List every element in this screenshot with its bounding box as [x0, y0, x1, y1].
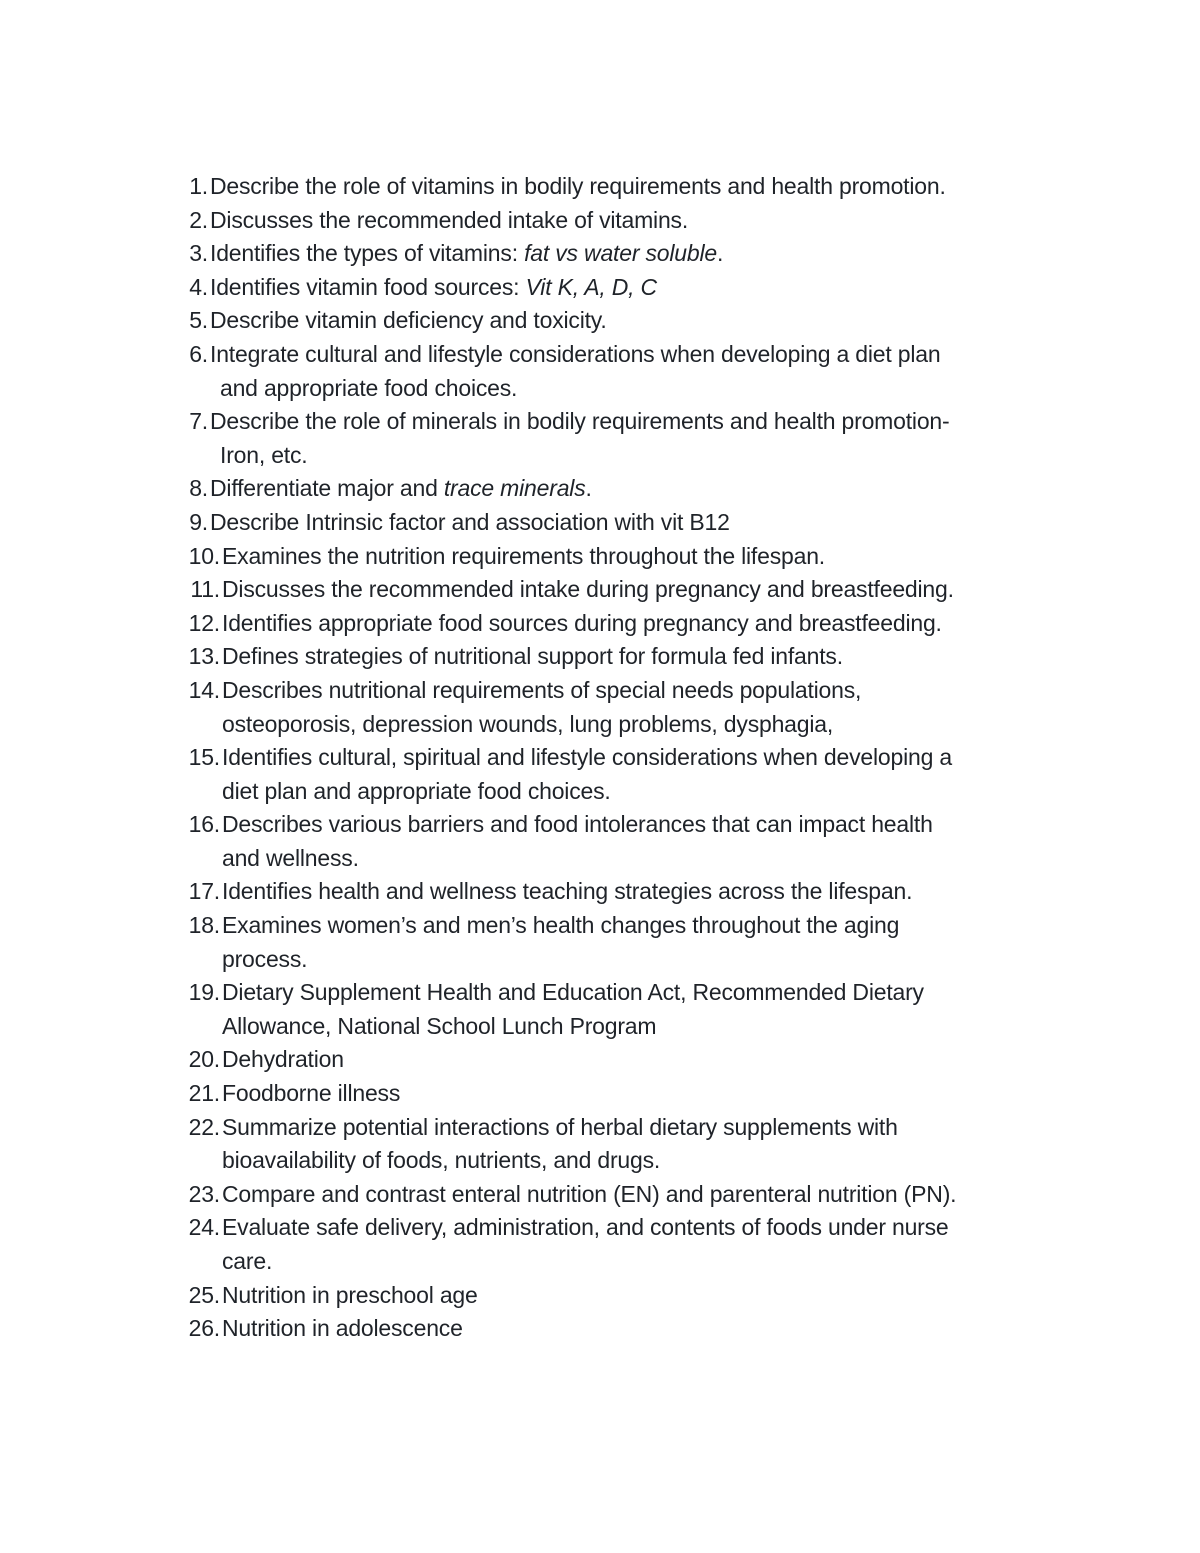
list-item [0, 674, 1200, 741]
item-number: 1. [189, 173, 208, 199]
item-text [222, 1043, 1062, 1077]
list-item [0, 338, 1200, 405]
list-item [0, 1211, 1200, 1278]
item-number: 26. [188, 1315, 220, 1342]
list-item [0, 1111, 1200, 1178]
list-item [0, 271, 1200, 305]
item-number: 6. [189, 340, 208, 367]
list-item [0, 1178, 1200, 1212]
item-number: 10. [188, 542, 220, 569]
list-item [0, 976, 1200, 1043]
item-text-line: Describes nutritional requirements of special needs populations, [222, 676, 862, 703]
list-item [0, 204, 1200, 238]
item-number: 21. [188, 1080, 220, 1107]
item-text [210, 304, 1050, 338]
item-text-italic: fat vs water soluble [524, 240, 717, 267]
item-text [222, 741, 1062, 808]
item-text-line: Summarize potential interactions of herbal dietary supplements with [222, 1113, 898, 1140]
objectives-list [0, 170, 1200, 1346]
item-text-line: Integrate cultural and lifestyle considerations when developing a diet plan [210, 340, 941, 367]
item-number: 19. [188, 979, 220, 1006]
item-text-line: Describe the role of vitamins in bodily requirements and health promotion. [210, 173, 946, 199]
item-text [210, 271, 1050, 305]
item-text-line: Differentiate major and [210, 475, 444, 502]
item-number: 23. [188, 1180, 220, 1207]
item-text-line: Dehydration [222, 1046, 344, 1073]
item-text-line: Identifies the types of vitamins: [210, 240, 525, 267]
list-item [0, 1312, 1200, 1346]
item-text-line: Discusses the recommended intake of vitamins. [210, 206, 689, 233]
item-text-tail: . [716, 240, 724, 267]
list-item [0, 741, 1200, 808]
item-number: 22. [188, 1113, 220, 1140]
item-text [210, 338, 1050, 405]
list-item [0, 607, 1200, 641]
list-item [0, 1279, 1200, 1313]
item-number: 17. [188, 878, 220, 905]
list-item [0, 875, 1200, 909]
item-text-continuation: osteoporosis, depression wounds, lung problems, dysphagia, [222, 710, 834, 737]
list-item [0, 1043, 1200, 1077]
list-item [0, 170, 1200, 204]
item-text [222, 1312, 1062, 1346]
item-text-line: Identifies vitamin food sources: [210, 273, 526, 300]
item-text-line: Nutrition in adolescence [222, 1315, 463, 1342]
item-number: 13. [188, 643, 220, 670]
item-number: 18. [188, 912, 220, 939]
item-text [222, 607, 1062, 641]
item-text [222, 1077, 1062, 1111]
list-item [0, 573, 1200, 607]
item-text [210, 170, 1050, 204]
item-number: 5. [189, 307, 208, 334]
item-text-line: Dietary Supplement Health and Education Act, Recommended Dietary [222, 979, 924, 1006]
item-text-line: Describes various barriers and food intolerances that can impact health [222, 811, 933, 838]
item-text-line: Identifies appropriate food sources during pregnancy and breastfeeding. [222, 609, 942, 636]
item-number: 3. [189, 240, 208, 267]
list-item [0, 808, 1200, 875]
item-text [222, 808, 1062, 875]
item-text-continuation: and appropriate food choices. [220, 374, 518, 401]
item-text [210, 204, 1050, 238]
item-number: 14. [188, 676, 220, 703]
item-number: 4. [189, 273, 208, 300]
item-text [222, 1279, 1062, 1313]
item-text-line: Foodborne illness [222, 1080, 401, 1107]
item-text-italic: Vit K, A, D, C [525, 273, 657, 300]
item-text-italic: trace minerals [443, 475, 586, 502]
item-text-tail: . [585, 475, 592, 502]
item-number: 9. [189, 508, 208, 535]
item-text [210, 472, 1050, 506]
item-number: 16. [188, 811, 220, 838]
item-text-continuation: process. [222, 945, 308, 972]
item-text-continuation: Iron, etc. [220, 441, 308, 468]
list-item [0, 405, 1200, 472]
item-number: 15. [188, 744, 220, 771]
item-text [222, 640, 1062, 674]
list-item [0, 540, 1200, 574]
item-text [222, 674, 1062, 741]
list-item [0, 506, 1200, 540]
item-text [222, 1211, 1062, 1278]
item-text-line: Describe Intrinsic factor and association with vit B12 [210, 508, 730, 535]
list-item [0, 640, 1200, 674]
item-text-line: Describe the role of minerals in bodily requirements and health promotion- [210, 408, 950, 435]
item-text [222, 573, 1062, 607]
item-text-continuation: Allowance, National School Lunch Program [222, 1012, 657, 1039]
item-text [210, 237, 1050, 271]
item-text-line: Identifies health and wellness teaching strategies across the lifespan. [222, 878, 913, 905]
item-number: 11. [190, 576, 220, 603]
item-text [222, 540, 1062, 574]
item-number: 20. [188, 1046, 220, 1073]
item-text-continuation: and wellness. [222, 844, 359, 871]
item-text-continuation: diet plan and appropriate food choices. [222, 777, 611, 804]
item-text-line: Discusses the recommended intake during pregnancy and breastfeeding. [222, 576, 954, 603]
list-item [0, 1077, 1200, 1111]
item-text-line: Identifies cultural, spiritual and lifestyle considerations when developing a [222, 744, 952, 771]
item-text [210, 405, 1050, 472]
item-text-line: Examines the nutrition requirements throughout the lifespan. [222, 542, 825, 569]
item-number: 7. [189, 408, 208, 435]
list-item [0, 472, 1200, 506]
item-text-line: Evaluate safe delivery, administration, and contents of foods under nurse [222, 1214, 949, 1241]
item-text [222, 909, 1062, 976]
item-number: 2. [189, 206, 208, 233]
list-item [0, 237, 1200, 271]
item-text-line: Describe vitamin deficiency and toxicity. [210, 307, 607, 334]
item-text [210, 506, 1050, 540]
item-text [222, 875, 1062, 909]
item-number: 8. [189, 475, 208, 502]
item-number: 24. [188, 1214, 220, 1241]
list-item [0, 909, 1200, 976]
item-number: 25. [188, 1281, 220, 1308]
item-text [222, 1178, 1062, 1212]
item-text-line: Compare and contrast enteral nutrition (EN) and parenteral nutrition (PN). [222, 1180, 957, 1207]
item-text [222, 1111, 1062, 1178]
item-text [222, 976, 1062, 1043]
item-text-line: Examines women’s and men’s health changes throughout the aging [222, 912, 900, 939]
item-number: 12. [188, 609, 220, 636]
item-text-continuation: care. [222, 1248, 273, 1274]
list-item [0, 304, 1200, 338]
item-text-line: Defines strategies of nutritional support for formula fed infants. [222, 643, 843, 670]
item-text-continuation: bioavailability of foods, nutrients, and drugs. [222, 1147, 661, 1174]
item-text-line: Nutrition in preschool age [222, 1281, 478, 1308]
